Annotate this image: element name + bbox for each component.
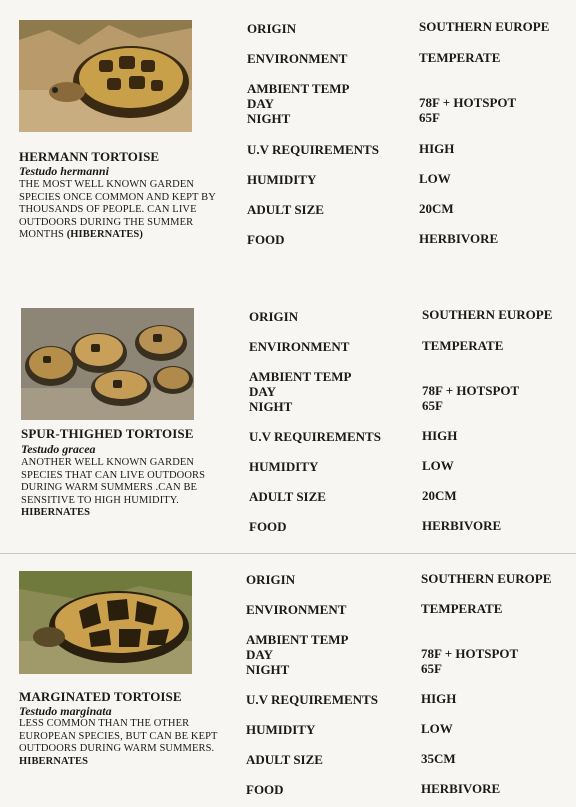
environment-value: TEMPERATE — [419, 50, 501, 65]
hermann-tortoise-photo — [19, 20, 192, 132]
hibernates-note: (HIBERNATES) — [66, 229, 143, 240]
description-text: MONTHS — [19, 229, 64, 240]
origin-value: SOUTHERN EUROPE — [421, 571, 552, 586]
hibernates-note: HIBERNATES — [21, 507, 91, 518]
food-label: FOOD — [249, 519, 287, 534]
food-value: HERBIVORE — [422, 518, 502, 533]
food-value: HERBIVORE — [419, 231, 499, 246]
night-value: 65F — [419, 110, 440, 125]
uv-label: U.V REQUIREMENTS — [249, 429, 381, 444]
description-line: OUTDOORS DURING WARM SUMMERS. — [19, 743, 215, 754]
adult-size-label: ADULT SIZE — [247, 202, 324, 217]
food-label: FOOD — [246, 782, 284, 797]
humidity-label: HUMIDITY — [247, 172, 317, 187]
adult-size-value: 35CM — [421, 751, 456, 766]
description-line: THE MOST WELL KNOWN GARDEN — [19, 179, 195, 190]
ambient-temp-label: AMBIENT TEMP — [249, 369, 352, 384]
day-label: DAY — [246, 647, 273, 662]
description-line: EUROPEAN SPECIES, BUT CAN BE KEPT — [19, 730, 218, 742]
ambient-temp-label: AMBIENT TEMP — [246, 632, 349, 647]
description-line — [19, 229, 234, 242]
tortoise-name: SPUR-THIGHED TORTOISE — [21, 426, 194, 441]
spur-thighed-tortoise-photo — [21, 308, 194, 420]
environment-label: ENVIRONMENT — [246, 602, 347, 617]
uv-value: HIGH — [421, 691, 457, 706]
description-line: SPECIES ONCE COMMON AND KEPT BY — [19, 191, 216, 203]
description-line — [19, 756, 234, 769]
adult-size-label: ADULT SIZE — [246, 752, 323, 767]
adult-size-value: 20CM — [419, 201, 454, 216]
humidity-label: HUMIDITY — [246, 722, 316, 737]
origin-label: ORIGIN — [247, 21, 297, 36]
night-label: NIGHT — [249, 399, 293, 414]
environment-label: ENVIRONMENT — [249, 339, 350, 354]
humidity-value: LOW — [422, 458, 454, 473]
tortoise-latin-name: Testudo gracea — [21, 442, 96, 456]
environment-value: TEMPERATE — [421, 601, 503, 616]
night-label: NIGHT — [246, 662, 290, 677]
day-value: 78F + HOTSPOT — [422, 383, 520, 398]
environment-value: TEMPERATE — [422, 338, 504, 353]
tortoise-name: MARGINATED TORTOISE — [19, 689, 182, 704]
tortoise-name: HERMANN TORTOISE — [19, 149, 160, 164]
day-label: DAY — [249, 384, 276, 399]
humidity-value: LOW — [421, 721, 453, 736]
uv-value: HIGH — [419, 141, 455, 156]
description-line: SENSITIVE TO HIGH HUMIDITY. — [21, 494, 179, 506]
description-line: THOUSANDS OF PEOPLE. CAN LIVE — [19, 204, 197, 215]
uv-value: HIGH — [422, 428, 458, 443]
origin-label: ORIGIN — [249, 309, 299, 324]
marginated-tortoise-photo — [19, 571, 192, 674]
humidity-value: LOW — [419, 171, 451, 186]
tortoise-latin-name: Testudo hermanni — [19, 164, 109, 178]
card-divider — [0, 553, 576, 554]
ambient-temp-label: AMBIENT TEMP — [247, 81, 350, 96]
environment-label: ENVIRONMENT — [247, 51, 348, 66]
day-value: 78F + HOTSPOT — [421, 646, 519, 661]
origin-value: SOUTHERN EUROPE — [422, 307, 553, 322]
food-label: FOOD — [247, 232, 285, 247]
tortoise-description — [19, 179, 234, 242]
humidity-label: HUMIDITY — [249, 459, 319, 474]
night-value: 65F — [421, 661, 442, 676]
description-line: LESS COMMON THAN THE OTHER — [19, 718, 190, 729]
description-line: OUTDOORS DURING THE SUMMER — [19, 216, 194, 228]
origin-value: SOUTHERN EUROPE — [419, 19, 550, 34]
description-line: DURING WARM SUMMERS .CAN BE — [21, 482, 198, 493]
origin-label: ORIGIN — [246, 572, 296, 587]
night-label: NIGHT — [247, 111, 291, 126]
tortoise-description — [19, 718, 234, 768]
night-value: 65F — [422, 398, 443, 413]
description-line: ANOTHER WELL KNOWN GARDEN — [21, 457, 195, 468]
tortoise-latin-name: Testudo marginata — [19, 704, 112, 718]
food-value: HERBIVORE — [421, 781, 501, 796]
adult-size-label: ADULT SIZE — [249, 489, 326, 504]
description-line — [21, 507, 236, 520]
tortoise-description — [21, 457, 236, 520]
day-value: 78F + HOTSPOT — [419, 95, 517, 110]
description-line: SPECIES THAT CAN LIVE OUTDOORS — [21, 469, 206, 481]
adult-size-value: 20CM — [422, 488, 457, 503]
uv-label: U.V REQUIREMENTS — [246, 692, 378, 707]
day-label: DAY — [247, 96, 274, 111]
hibernates-note: HIBERNATES — [19, 755, 89, 767]
uv-label: U.V REQUIREMENTS — [247, 142, 379, 157]
